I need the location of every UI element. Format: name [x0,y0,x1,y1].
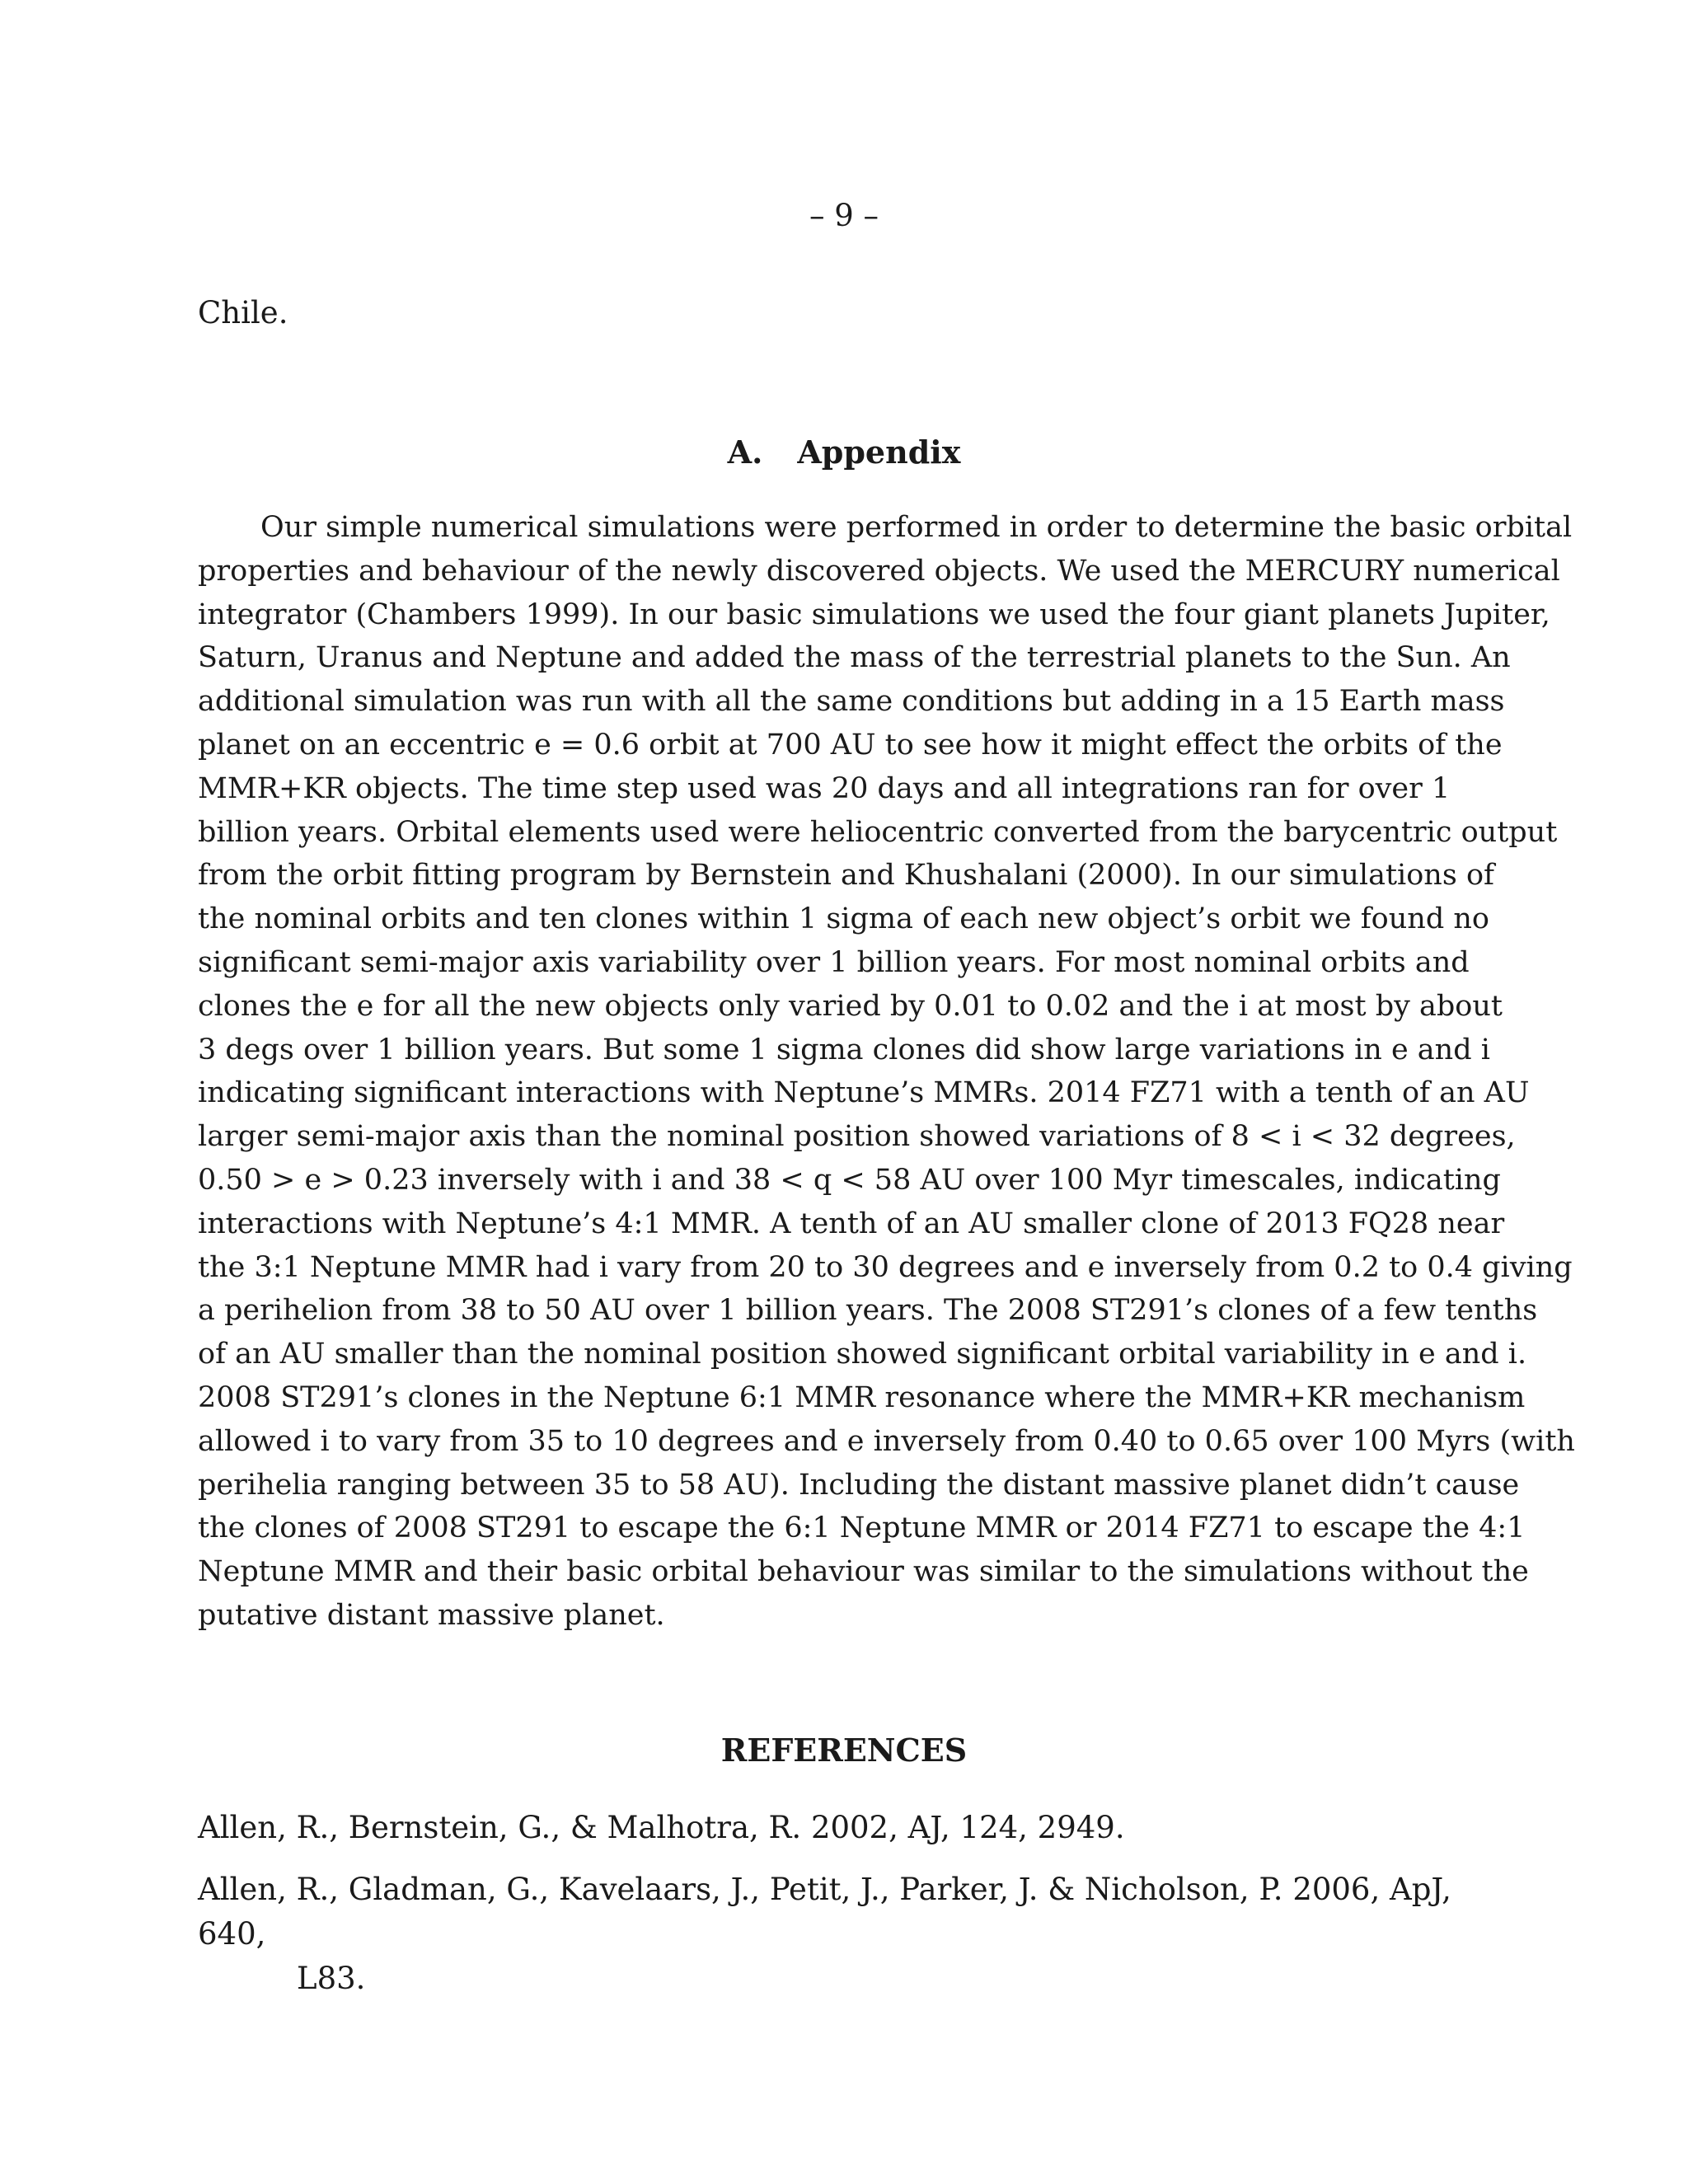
paragraph-line: from the orbit fitting program by Bernstein and Khushalani (2000). In our simulations of [198,859,1494,893]
reference-text: Allen, R., Bernstein, G., & Malhotra, R. 2002, AJ, 124, 2949. [198,1810,1125,1845]
page-number: – 9 – [809,198,879,233]
paragraph-line: planet on an eccentric e = 0.6 orbit at 700 AU to see how it might effect the orbits of the [198,728,1503,762]
paragraph-line: the nominal orbits and ten clones within 1 sigma of each new object’s orbit we found no [198,902,1489,936]
reference-entry [198,1806,1484,1850]
paragraph-line: allowed i to vary from 35 to 10 degrees and e inversely from 0.40 to 0.65 over 100 Myrs (with [198,1424,1575,1458]
reference-text: Allen, R., Gladman, G., Kavelaars, J., Petit, J., Parker, J. & Nicholson, P. 2006, ApJ, 640, [198,1872,1451,1952]
paragraph-line: significant semi-major axis variability over 1 billion years. For most nominal orbits and [198,945,1470,979]
section-number: A. [727,434,763,471]
paragraph-line: of an AU smaller than the nominal position showed significant orbital variability in e and i. [198,1338,1527,1371]
paragraph-line: indicating significant interactions with Neptune’s MMRs. 2014 FZ71 with a tenth of an AU [198,1076,1530,1110]
reference-entry [198,1868,1484,2001]
paragraph-line: the clones of 2008 ST291 to escape the 6:1 Neptune MMR or 2014 FZ71 to escape the 4:1 [198,1511,1526,1545]
paragraph-line: interactions with Neptune’s 4:1 MMR. A tenth of an AU smaller clone of 2013 FQ28 near [198,1207,1505,1240]
paragraph-line: integrator (Chambers 1999). In our basic simulations we used the four giant planets Jupiter, [198,598,1550,631]
paragraph-line: billion years. Orbital elements used were heliocentric converted from the barycentric output [198,815,1558,849]
paragraph-line: larger semi-major axis than the nominal position showed variations of 8 < i < 32 degrees, [198,1120,1516,1154]
paragraph-line: 3 degs over 1 billion years. But some 1 sigma clones did show large variations in e and i [198,1033,1490,1066]
reference-continuation: L83. [297,1961,366,1996]
paragraph-line: the 3:1 Neptune MMR had i vary from 20 to 30 degrees and e inversely from 0.2 to 0.4 giving [198,1250,1573,1284]
paragraph-line: clones the e for all the new objects only varied by 0.01 to 0.02 and the i at most by about [198,989,1503,1023]
paragraph-line: 0.50 > e > 0.23 inversely with i and 38 < q < 58 AU over 100 Myr timescales, indicating [198,1163,1501,1197]
paragraph-line: 2008 ST291’s clones in the Neptune 6:1 MMR resonance where the MMR+KR mechanism [198,1380,1526,1414]
paragraph-line: Neptune MMR and their basic orbital behaviour was similar to the simulations without the [198,1555,1529,1589]
references-heading: REFERENCES [720,1732,968,1769]
paragraph-line: putative distant massive planet. [198,1598,665,1632]
paragraph-line: perihelia ranging between 35 to 58 AU). Including the distant massive planet didn’t cause [198,1468,1520,1502]
section-heading [0,434,1688,471]
paragraph-line: MMR+KR objects. The time step used was 20 days and all integrations ran for over 1 [198,771,1451,805]
paragraph-line: Saturn, Uranus and Neptune and added the mass of the terrestrial planets to the Sun. An [198,641,1511,675]
appendix-paragraph [198,506,1575,1638]
continuation-text: Chile. [198,295,288,330]
paragraph-line: additional simulation was run with all the same conditions but adding in a 15 Earth mass [198,685,1505,719]
paragraph-line: a perihelion from 38 to 50 AU over 1 billion years. The 2008 ST291’s clones of a few tenths [198,1294,1538,1328]
paragraph-line: properties and behaviour of the newly discovered objects. We used the MERCURY numerical [198,554,1560,588]
section-title: Appendix [797,434,961,471]
paragraph-line: Our simple numerical simulations were performed in order to determine the basic orbital [260,511,1573,544]
